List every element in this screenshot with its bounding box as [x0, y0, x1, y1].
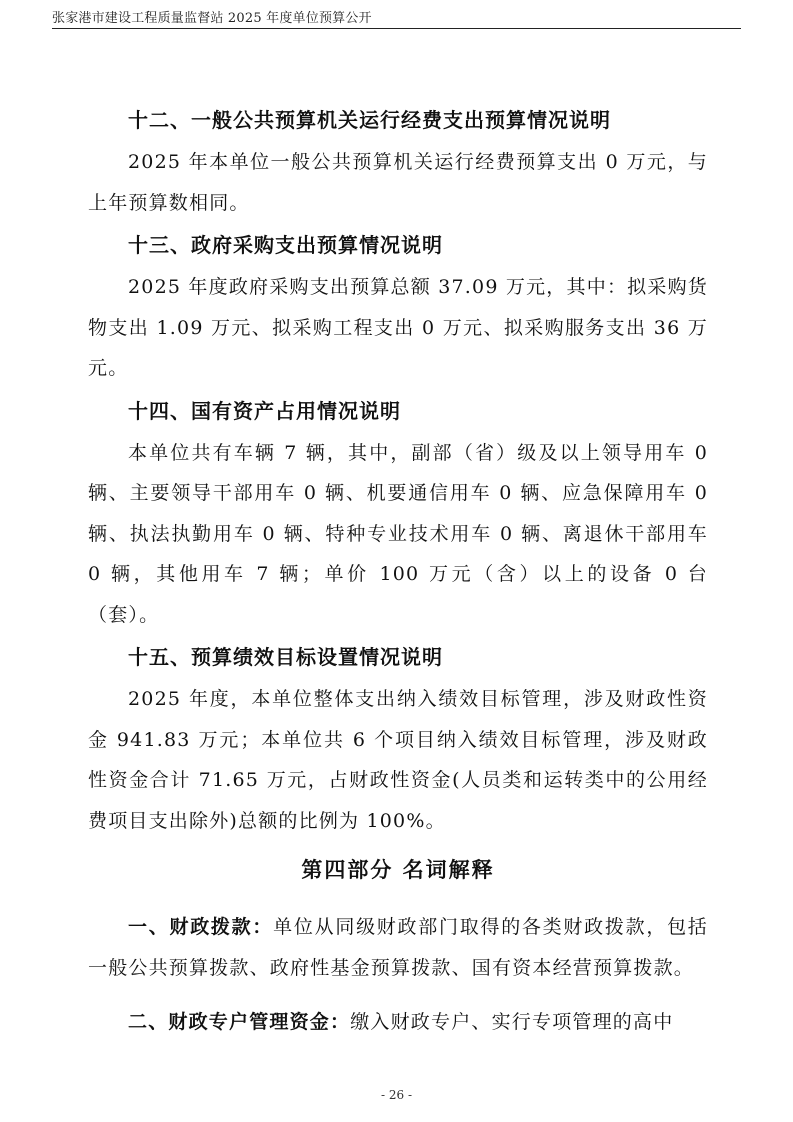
page-content: [88, 98, 708, 1043]
section-13-heading: 十三、政府采购支出预算情况说明: [128, 233, 443, 257]
section-14-heading: 十四、国有资产占用情况说明: [128, 398, 401, 423]
section-14-text: 本单位共有车辆 7 辆，其中，副部（省）级及以上领导用车 0 辆、主要领导干部用车 0 辆、机要通信用车 0 辆、应急保障用车 0 辆、执法执勤用车 0 辆、特种专业技术用车 0 辆、离退休干部用车 0 辆，其他用车 7 辆；单价 100 万元（含）以上的设备 0 台（套）。: [88, 441, 708, 626]
term-definition-1: [88, 907, 708, 988]
section-13-text: 2025 年度政府采购支出预算总额 37.09 万元，其中：拟采购货物支出 1.09 万元、拟采购工程支出 0 万元、拟采购服务支出 36 万元。: [88, 276, 708, 379]
term-name: 一、财政拨款：: [128, 916, 274, 938]
term-definition-2: [88, 1002, 708, 1043]
running-header: 张家港市建设工程质量监督站 2025 年度单位预算公开: [52, 11, 372, 26]
page-number: - 26 -: [380, 1088, 412, 1102]
section-12-text: 2025 年本单位一般公共预算机关运行经费预算支出 0 万元，与上年预算数相同。: [88, 151, 708, 214]
header-rule: [52, 28, 741, 29]
section-12-heading: 十二、一般公共预算机关运行经费支出预算情况说明: [128, 108, 611, 132]
section-15-heading: 十五、预算绩效目标设置情况说明: [128, 645, 443, 669]
term-text: 缴入财政专户、实行专项管理的高中: [350, 1011, 674, 1033]
part-4-title: 第四部分 名词解释: [301, 858, 495, 882]
term-name: 二、财政专户管理资金：: [128, 1011, 351, 1033]
term-text: 单位从同级财政部门取得的各类财政拨款，包括一般公共预算拨款、政府性基金预算拨款、国有资本经营预算拨款。: [88, 916, 709, 979]
section-15-text: 2025 年度，本单位整体支出纳入绩效目标管理，涉及财政性资金 941.83 万元；本单位共 6 个项目纳入绩效目标管理，涉及财政性资金合计 71.65 万元，占财政性资金(人员类和运转类中的公用经费项目支出除外)总额的比例为 100%。: [88, 688, 708, 832]
